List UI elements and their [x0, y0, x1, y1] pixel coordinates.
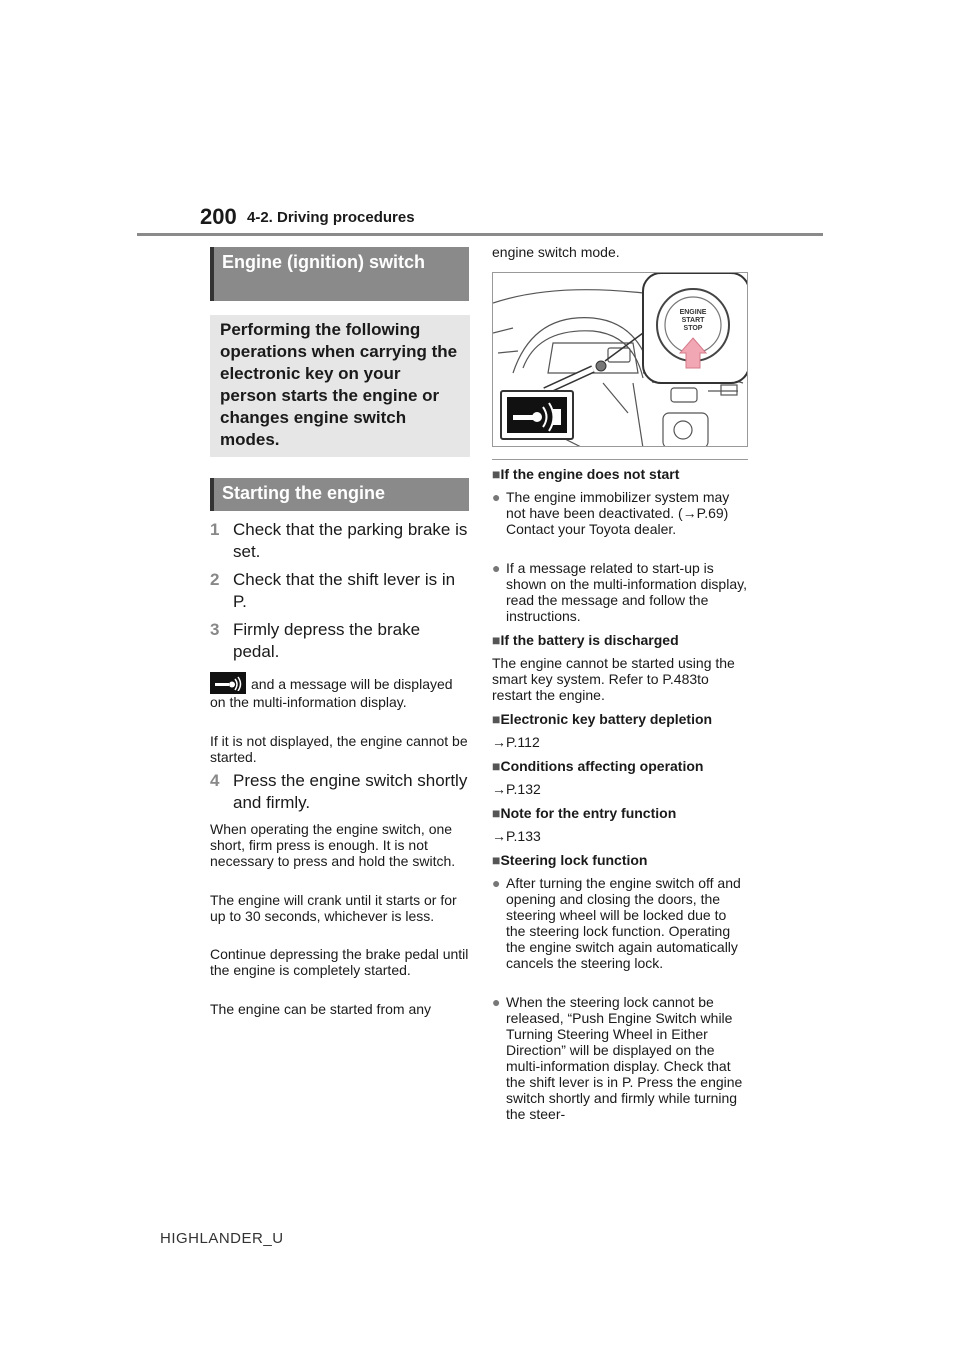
step-4 — [210, 770, 470, 814]
note-title-key-battery — [492, 711, 748, 727]
dashboard-illustration — [492, 272, 748, 447]
note-title-text: Note for the entry function — [500, 805, 677, 821]
header-rule — [137, 233, 823, 236]
continue-text: Continue depressing the brake pedal until the engine is completely started. — [210, 946, 469, 978]
step-2 — [210, 569, 470, 613]
key-indicator-paragraph — [210, 672, 470, 710]
heading-bar — [210, 247, 214, 301]
bullet-immobilizer — [492, 489, 748, 537]
step-number: 3 — [210, 620, 220, 639]
key-message-text: and a message will be displayed on the multi-information display. — [210, 676, 453, 710]
bullet-text: When the steering lock cannot be released, “Push Engine Switch while Turning Steering Wheel in Either Direction” will be displayed on the multi-information display. Check that the shift lever is in P. Press the engine switch shortly and firmly while turning the steer- — [506, 994, 743, 1122]
heading-starting-text: Starting the engine — [222, 483, 386, 503]
summary-box: Performing the following operations when carrying the electronic key on your person starts the engine or changes engine switch modes. — [210, 315, 470, 457]
key-battery-ref: →P.112 — [492, 734, 540, 750]
bullet-text: After turning the engine switch off and opening and closing the doors, the steering wheel will be locked due to the steering lock function. Operating the engine switch again automatically cancels the steering lock. — [506, 875, 741, 971]
bullet-message — [492, 560, 748, 624]
note-title-not-start — [492, 466, 748, 482]
square-marker: ■ — [492, 711, 501, 727]
step-text: Press the engine switch shortly and firmly. — [233, 771, 468, 812]
step-number: 1 — [210, 520, 220, 539]
bullet-marker: ● — [492, 994, 501, 1010]
square-marker: ■ — [492, 805, 501, 821]
bullet-steering-release — [492, 994, 748, 1122]
step-number: 4 — [210, 771, 220, 790]
note-title-text: If the battery is discharged — [500, 632, 679, 648]
button-line2: START — [681, 317, 705, 324]
step-text: Check that the parking brake is set. — [233, 520, 468, 561]
entry-ref: →P.133 — [492, 828, 541, 844]
dashboard-drawing — [493, 273, 748, 447]
engine-start-stop-label — [673, 309, 713, 333]
square-marker: ■ — [492, 466, 501, 482]
square-marker: ■ — [492, 852, 501, 868]
square-marker: ■ — [492, 758, 501, 774]
heading-engine-text: Engine (ignition) switch — [222, 252, 425, 272]
model-footer: HIGHLANDER_U — [160, 1230, 284, 1247]
button-line3: STOP — [683, 325, 703, 332]
bullet-marker: ● — [492, 875, 501, 891]
bullet-marker: ● — [492, 560, 501, 576]
button-line1: ENGINE — [679, 309, 707, 316]
bullet-steering-lock — [492, 875, 748, 971]
engine-switch-mode-text: engine switch mode. — [492, 244, 620, 260]
step-3 — [210, 619, 470, 663]
note-title-entry — [492, 805, 748, 821]
note-title-text: If the engine does not start — [500, 466, 680, 482]
battery-text: The engine cannot be started using the smart key system. Refer to P.483to restart the engine. — [492, 655, 735, 703]
note-title-text: Electronic key battery depletion — [500, 711, 713, 727]
conditions-ref: →P.132 — [492, 781, 541, 797]
page-number: 200 — [200, 204, 237, 229]
step-number: 2 — [210, 570, 220, 589]
not-displayed-text: If it is not displayed, the engine cannot be started. — [210, 733, 468, 765]
when-operating-text: When operating the engine switch, one short, firm press is enough. It is not necessary to press and hold the switch. — [210, 821, 456, 869]
note-title-text: Conditions affecting operation — [500, 758, 704, 774]
bullet-marker: ● — [492, 489, 501, 505]
bullet-text: If a message related to start-up is shown on the multi-information display, read the message and follow the instructions. — [506, 560, 747, 624]
bullet-text: The engine immobilizer system may not have been deactivated. (→P.69) Contact your Toyota dealer. — [506, 489, 730, 537]
section-title: 4-2. Driving procedures — [247, 209, 415, 226]
start-from-any-text: The engine can be started from any — [210, 1001, 432, 1017]
section-divider — [492, 459, 748, 460]
note-title-text: Steering lock function — [500, 852, 648, 868]
note-title-battery — [492, 632, 748, 648]
key-indicator-icon — [210, 672, 246, 694]
heading-engine-switch — [210, 247, 469, 301]
crank-text: The engine will crank until it starts or for up to 30 seconds, whichever is less. — [210, 892, 457, 924]
note-title-conditions — [492, 758, 748, 774]
square-marker: ■ — [492, 632, 501, 648]
step-text: Firmly depress the brake pedal. — [233, 620, 421, 661]
note-title-steering — [492, 852, 748, 868]
step-1 — [210, 519, 470, 563]
step-text: Check that the shift lever is in P. — [233, 570, 456, 611]
heading-bar — [210, 478, 214, 511]
heading-starting-engine — [210, 478, 469, 511]
